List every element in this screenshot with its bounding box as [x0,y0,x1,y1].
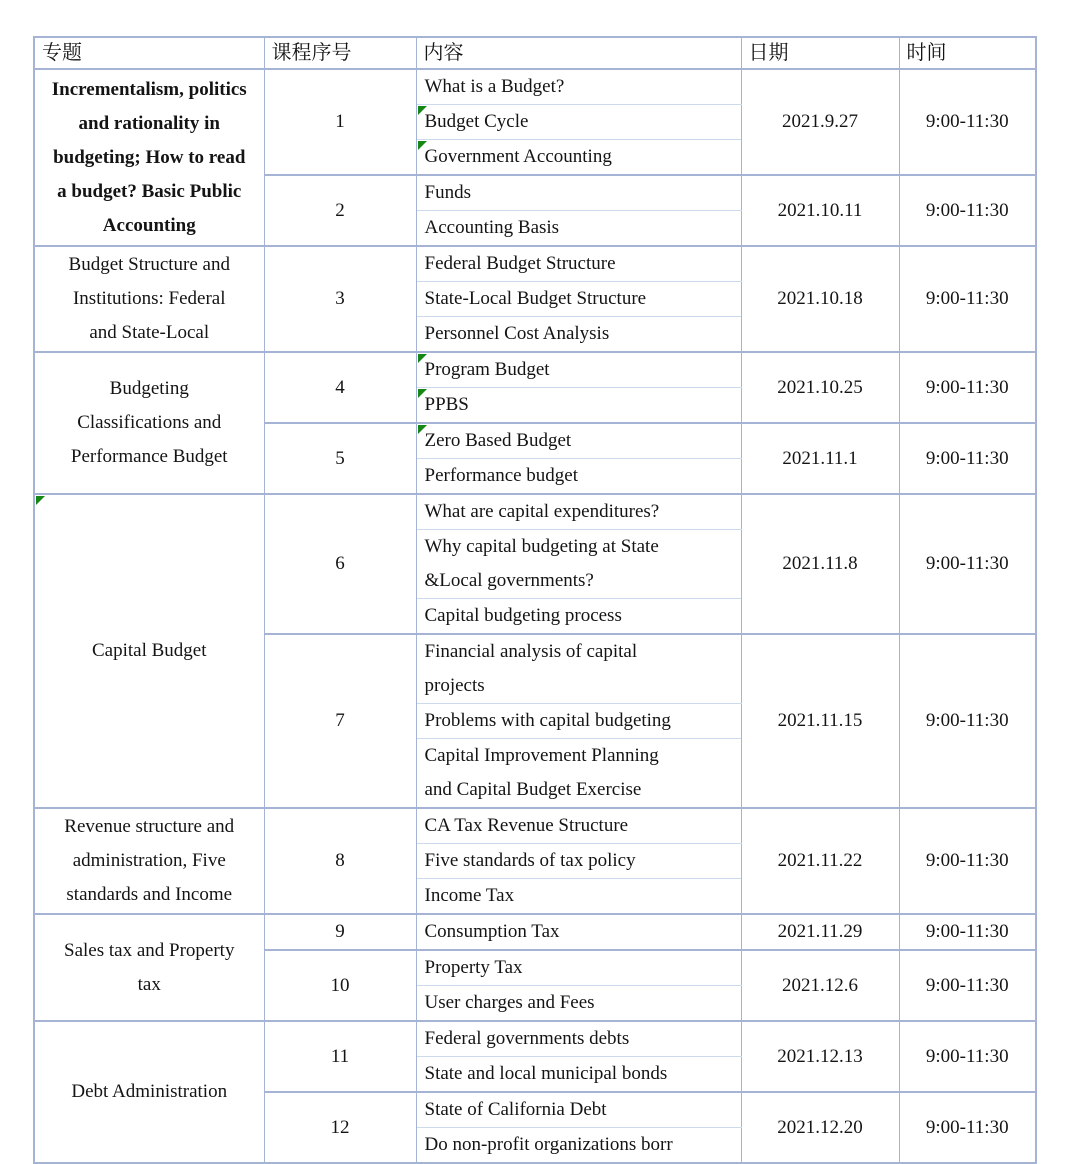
header-content: 内容 [416,37,741,69]
course-no-cell: 7 [264,634,416,808]
content-cell: Federal Budget Structure [416,246,741,282]
content-cell: Do non-profit organizations borr [416,1128,741,1164]
topic-cell: Debt Administration [34,1021,264,1163]
content-cell: State-Local Budget Structure [416,282,741,317]
comment-flag-icon [418,354,427,363]
time-cell: 9:00-11:30 [899,246,1036,352]
date-cell: 2021.11.1 [741,423,899,494]
content-cell: Federal governments debts [416,1021,741,1057]
topic-cell: Budgeting Classifications and Performance Budget [34,352,264,494]
date-cell: 2021.10.18 [741,246,899,352]
topic-line: Incrementalism, politics [51,78,247,100]
course-no-cell: 6 [264,494,416,634]
header-date: 日期 [741,37,899,69]
course-no-cell: 3 [264,246,416,352]
date-cell: 2021.9.27 [741,69,899,175]
content-cell: Zero Based Budget [416,423,741,459]
time-cell: 9:00-11:30 [899,808,1036,914]
comment-flag-icon [418,389,427,398]
time-cell: 9:00-11:30 [899,352,1036,423]
date-cell: 2021.11.22 [741,808,899,914]
content-cell: Program Budget [416,352,741,388]
comment-flag-icon [418,141,427,150]
topic-cell [34,69,264,246]
content-cell: CA Tax Revenue Structure [416,808,741,844]
course-no-cell: 10 [264,950,416,1021]
comment-flag-icon [36,496,45,505]
topic-cell: Revenue structure and administration, Five standards and Income [34,808,264,914]
table-row [34,808,1036,844]
time-cell: 9:00-11:30 [899,914,1036,950]
table-row [34,494,1036,530]
course-no-cell: 1 [264,69,416,175]
content-cell: Property Tax [416,950,741,986]
date-cell: 2021.12.13 [741,1021,899,1092]
content-cell: Personnel Cost Analysis [416,317,741,353]
time-cell: 9:00-11:30 [899,175,1036,246]
topic-cell: Capital Budget [34,494,264,808]
course-no-cell: 8 [264,808,416,914]
header-time: 时间 [899,37,1036,69]
table-row [34,1021,1036,1057]
content-cell: Government Accounting [416,140,741,176]
content-cell: Five standards of tax policy [416,844,741,879]
date-cell: 2021.11.8 [741,494,899,634]
content-cell: Accounting Basis [416,211,741,247]
time-cell: 9:00-11:30 [899,494,1036,634]
content-cell: Financial analysis of capital projects [416,634,741,704]
comment-flag-icon [418,106,427,115]
content-cell: Why capital budgeting at State &Local governments? [416,530,741,599]
table-row [34,914,1036,950]
table-row [34,352,1036,388]
topic-line: and rationality in [78,112,220,134]
comment-flag-icon [418,425,427,434]
course-schedule-table [33,36,1037,1164]
time-cell: 9:00-11:30 [899,634,1036,808]
header-course-no: 课程序号 [264,37,416,69]
content-cell: Problems with capital budgeting [416,704,741,739]
course-no-cell: 5 [264,423,416,494]
content-cell: Performance budget [416,459,741,495]
topic-line: a budget? Basic Public [57,180,242,202]
topic-line: budgeting; How to read [53,146,246,168]
content-cell: PPBS [416,388,741,424]
content-cell: Budget Cycle [416,105,741,140]
course-no-cell: 11 [264,1021,416,1092]
time-cell: 9:00-11:30 [899,423,1036,494]
date-cell: 2021.12.20 [741,1092,899,1163]
topic-cell: Budget Structure and Institutions: Federal and State-Local [34,246,264,352]
time-cell: 9:00-11:30 [899,950,1036,1021]
time-cell: 9:00-11:30 [899,1021,1036,1092]
date-cell: 2021.11.15 [741,634,899,808]
topic-cell: Sales tax and Property tax [34,914,264,1021]
content-cell: User charges and Fees [416,986,741,1022]
content-cell: Consumption Tax [416,914,741,950]
content-cell: State of California Debt [416,1092,741,1128]
content-cell: Capital budgeting process [416,599,741,635]
course-no-cell: 12 [264,1092,416,1163]
table-row [34,69,1036,105]
header-topic: 专题 [34,37,264,69]
content-cell: Capital Improvement Planning and Capital Budget Exercise [416,739,741,809]
course-no-cell: 9 [264,914,416,950]
table-row [34,246,1036,282]
content-cell: Income Tax [416,879,741,915]
date-cell: 2021.10.25 [741,352,899,423]
content-cell: What are capital expenditures? [416,494,741,530]
header-row [34,37,1036,69]
course-no-cell: 4 [264,352,416,423]
topic-line: Accounting [102,214,196,236]
time-cell: 9:00-11:30 [899,1092,1036,1163]
date-cell: 2021.12.6 [741,950,899,1021]
date-cell: 2021.10.11 [741,175,899,246]
content-cell: Funds [416,175,741,211]
time-cell: 9:00-11:30 [899,69,1036,175]
content-cell: What is a Budget? [416,69,741,105]
date-cell: 2021.11.29 [741,914,899,950]
content-cell: State and local municipal bonds [416,1057,741,1093]
course-no-cell: 2 [264,175,416,246]
